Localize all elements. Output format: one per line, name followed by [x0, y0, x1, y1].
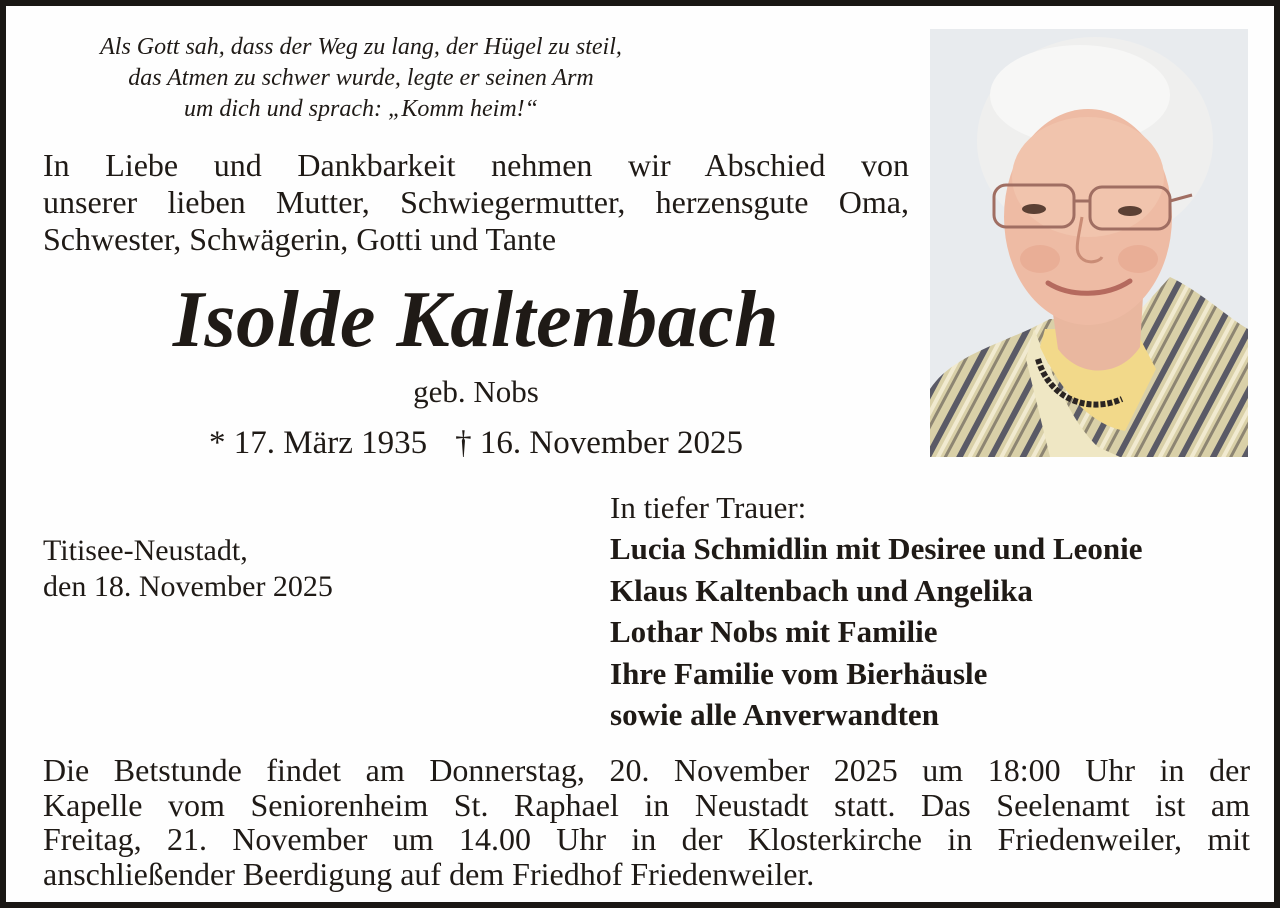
portrait-photo: [930, 29, 1248, 457]
date-line: den 18. November 2025: [43, 570, 333, 603]
service-line: Freitag, 21. November um 14.00 Uhr in der Klosterkirche in Friedenweiler, mit: [43, 821, 1250, 857]
maiden-name: geb. Nobs: [413, 374, 539, 409]
memorial-poem: [36, 32, 686, 125]
service-line: anschließender Beerdigung auf dem Friedhof Friedenweiler.: [43, 855, 815, 892]
mourner-name: Ihre Familie vom Bierhäusle: [610, 655, 988, 691]
birth-date: * 17. März 1935: [209, 425, 428, 461]
life-dates: [156, 422, 796, 464]
mourners-heading: In tiefer Trauer:: [610, 490, 807, 525]
poem-line: Als Gott sah, dass der Weg zu lang, der Hügel zu steil,: [100, 34, 622, 60]
poem-line: um dich und sprach: „Komm heim!“: [184, 96, 538, 122]
intro-line: In Liebe und Dankbarkeit nehmen wir Abschied von: [43, 147, 909, 183]
service-announcement: [43, 753, 1250, 891]
mourner-name: Lucia Schmidlin mit Desiree und Leonie: [610, 531, 1143, 566]
poem-line: das Atmen zu schwer wurde, legte er seinen Arm: [128, 65, 594, 91]
mourner-name: Lothar Nobs mit Familie: [610, 614, 938, 649]
place-and-date: [43, 533, 463, 605]
place-line: Titisee-Neustadt,: [43, 534, 248, 567]
intro-line: unserer lieben Mutter, Schwiegermutter, herzensgute Oma,: [43, 184, 909, 220]
service-line: Die Betstunde findet am Donnerstag, 20. November 2025 um 18:00 Uhr in der: [43, 752, 1250, 788]
farewell-intro: [43, 147, 909, 258]
intro-line: Schwester, Schwägerin, Gotti und Tante: [43, 221, 557, 257]
mourner-name: Klaus Kaltenbach und Angelika: [610, 572, 1033, 608]
death-date: † 16. November 2025: [455, 425, 743, 461]
deceased-name: Isolde Kaltenbach: [172, 276, 780, 364]
mourners-block: [610, 488, 1260, 736]
mourner-name: sowie alle Anverwandten: [610, 697, 939, 732]
service-line: Kapelle vom Seniorenheim St. Raphael in Neustadt statt. Das Seelenamt ist am: [43, 786, 1250, 823]
